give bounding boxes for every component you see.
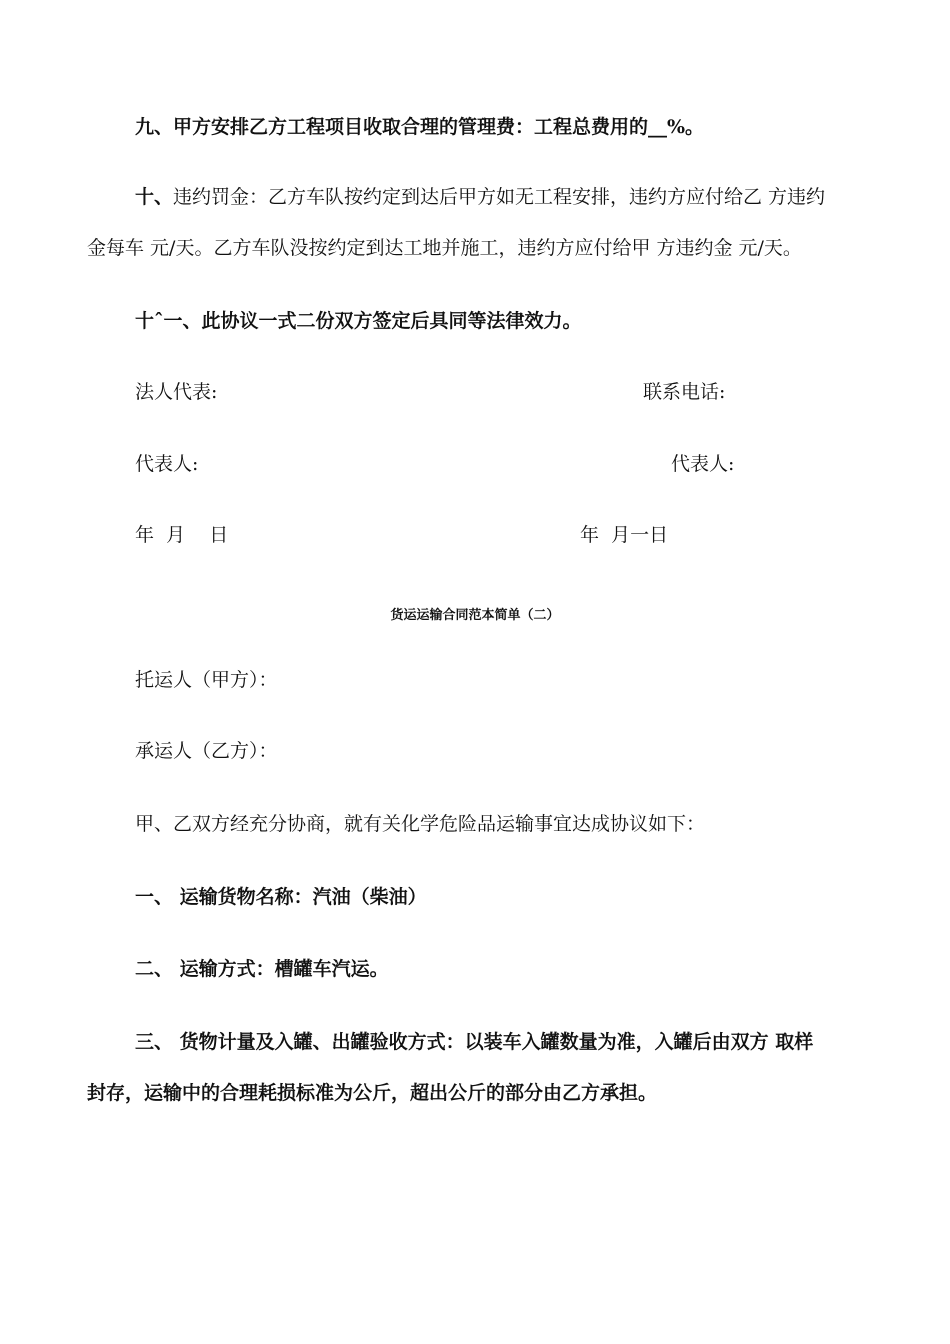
item-three-line1: 三、 货物计量及入罐、出罐验收方式：以装车入罐数量为准，入罐后由双方 取样 (135, 1031, 814, 1053)
contract-subtitle: 货运运输合同范本简单（二） (390, 608, 560, 623)
clause-ten-text: 违约罚金：乙方车队按约定到达后甲方如无工程安排，违约方应付给乙 方违约 (173, 186, 826, 208)
item-two: 二、 运输方式：槽罐车汽运。 (135, 958, 389, 980)
date-right: 年 月一日 (580, 524, 669, 546)
clause-ten-line1 (135, 184, 825, 210)
item-one: 一、 运输货物名称：汽油（柴油） (135, 886, 427, 908)
intro-paragraph: 甲、乙双方经充分协商，就有关化学危险品运输事宜达成协议如下： (135, 813, 706, 835)
phone-label: 联系电话: (643, 381, 726, 403)
carrier-label: 承运人（乙方）： (135, 740, 278, 762)
rep-left-label: 代表人: (135, 453, 199, 475)
clause-ten-label: 十、 (135, 186, 174, 208)
date-left: 年 月 日 (135, 524, 229, 546)
shipper-label: 托运人（甲方）： (135, 669, 278, 691)
clause-eleven: 十ˆ一、此协议一式二份双方签定后具同等法律效力。 (135, 310, 582, 332)
item-three-line2: 封存，运输中的合理耗损标准为公斤，超出公斤的部分由乙方承担。 (87, 1082, 658, 1104)
legal-rep-label: 法人代表: (135, 381, 218, 403)
clause-ten-line2: 金每车 元/天。乙方车队没按约定到达工地并施工，违约方应付给甲 方违约金 元/天。 (87, 237, 802, 259)
clause-nine: 九、甲方安排乙方工程项目收取合理的管理费：工程总费用的__%。 (135, 116, 705, 138)
rep-right-label: 代表人: (671, 453, 735, 475)
